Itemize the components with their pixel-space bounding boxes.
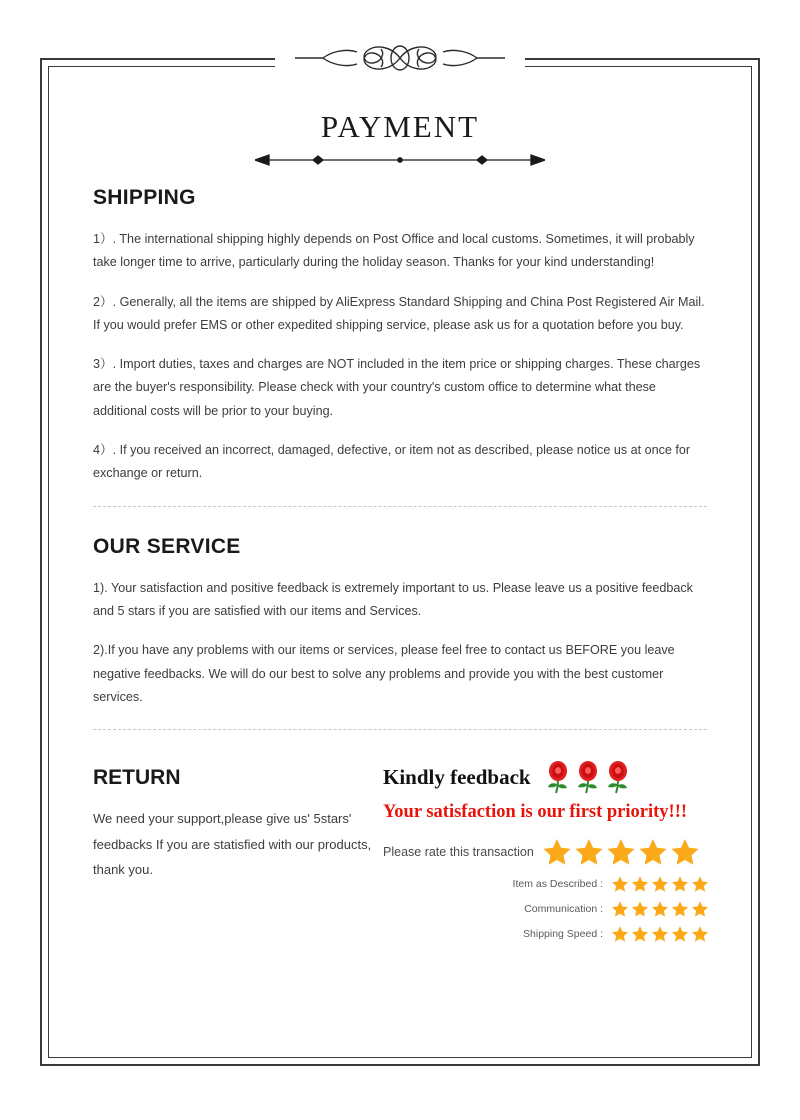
star-icon[interactable]	[631, 900, 649, 918]
star-icon[interactable]	[606, 837, 636, 867]
rating-row-stars[interactable]	[611, 900, 707, 918]
star-icon[interactable]	[671, 900, 689, 918]
page-title-wrap	[0, 110, 800, 144]
divider-2	[93, 729, 707, 730]
star-icon[interactable]	[611, 900, 629, 918]
star-icon[interactable]	[574, 837, 604, 867]
rose-icon	[545, 760, 571, 794]
return-section	[93, 758, 383, 882]
shipping-paragraph-3: 3）. Import duties, taxes and charges are NOT included in the item price or shipping charges. These charges are the buyer's responsibility. Please check with your country's custom office to determine what these additional costs will be prior to your buying.	[93, 357, 701, 418]
shipping-heading: SHIPPING	[93, 186, 196, 209]
star-icon[interactable]	[542, 837, 572, 867]
star-icon[interactable]	[631, 925, 649, 943]
star-icon[interactable]	[611, 875, 629, 893]
title-rule-ornament	[255, 152, 545, 168]
star-icon[interactable]	[670, 837, 700, 867]
return-heading: RETURN	[93, 766, 181, 790]
rating-row-label: Communication :	[524, 903, 603, 916]
shipping-paragraph-2: 2）. Generally, all the items are shipped by AliExpress Standard Shipping and China Post Registered Air Mail. If you would prefer EMS or other expedited shipping service, please ask us for a quotation before you buy.	[93, 294, 705, 332]
shipping-paragraph-4: 4）. If you received an incorrect, damaged, defective, or item not as described, please notice us at once for exchange or return.	[93, 443, 691, 481]
divider-1	[93, 506, 707, 507]
star-icon[interactable]	[671, 875, 689, 893]
feedback-section	[383, 758, 707, 943]
star-icon[interactable]	[691, 900, 709, 918]
rating-stars-overall[interactable]	[542, 837, 700, 867]
roses-group	[545, 760, 631, 794]
star-icon[interactable]	[651, 900, 669, 918]
star-icon[interactable]	[631, 875, 649, 893]
rating-row-label: Item as Described :	[512, 878, 603, 891]
document-content	[93, 186, 707, 943]
rating-row	[383, 875, 707, 893]
rating-row-label: Shipping Speed :	[523, 928, 603, 941]
star-icon[interactable]	[611, 925, 629, 943]
star-icon[interactable]	[651, 925, 669, 943]
feedback-title: Kindly feedback	[383, 764, 531, 789]
rating-row	[383, 925, 707, 943]
rose-icon	[605, 760, 631, 794]
star-icon[interactable]	[651, 875, 669, 893]
rate-transaction-row	[383, 837, 707, 867]
bottom-section	[93, 758, 707, 943]
page-title: PAYMENT	[320, 109, 480, 144]
rating-detail-rows	[383, 875, 707, 943]
rating-row	[383, 900, 707, 918]
rose-icon	[575, 760, 601, 794]
star-icon[interactable]	[691, 925, 709, 943]
service-heading: OUR SERVICE	[93, 534, 241, 558]
star-icon[interactable]	[671, 925, 689, 943]
top-flourish-ornament	[295, 38, 505, 78]
rating-row-stars[interactable]	[611, 925, 707, 943]
star-icon[interactable]	[691, 875, 709, 893]
satisfaction-slogan: Your satisfaction is our first priority!!!	[383, 802, 688, 823]
service-paragraph-2: 2).If you have any problems with our items or services, please feel free to contact us BEFORE you leave negative feedbacks. We will do our best to solve any problems and provide you with the best customer services.	[93, 643, 675, 704]
star-icon[interactable]	[638, 837, 668, 867]
return-text: We need your support,please give us' 5stars' feedbacks If you are statisfied with our products, thank you.	[93, 811, 372, 877]
feedback-header	[383, 760, 707, 794]
service-paragraph-1: 1). Your satisfaction and positive feedback is extremely important to us. Please leave us a positive feedback and 5 stars if you are satisfied with our items and Services.	[93, 580, 693, 618]
shipping-paragraph-1: 1）. The international shipping highly depends on Post Office and local customs. Sometimes, it will probably take longer time to arrive, particularly during the holiday season. Thanks for your kind understanding!	[93, 232, 695, 270]
rate-transaction-label: Please rate this transaction	[383, 845, 534, 860]
rating-row-stars[interactable]	[611, 875, 707, 893]
